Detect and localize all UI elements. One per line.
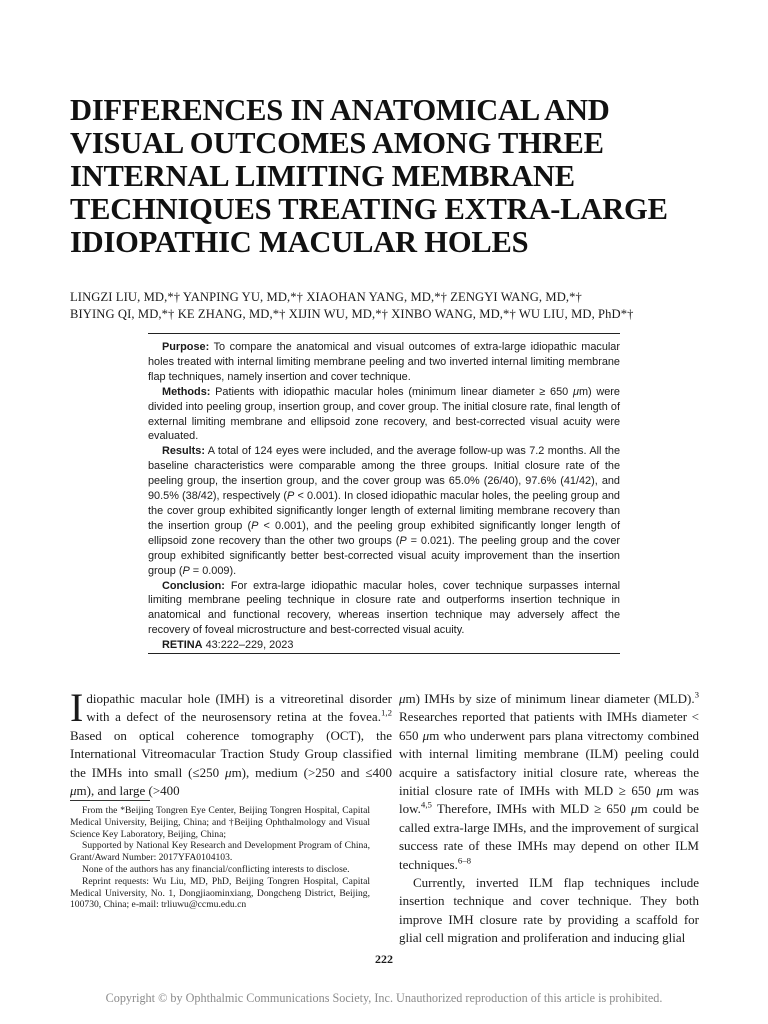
article-title <box>70 94 710 259</box>
mu-symbol: μ <box>656 783 664 799</box>
citation-ref: 4,5 <box>420 800 432 811</box>
p-value-symbol: P <box>287 490 295 503</box>
footnote-affiliation: From the *Beijing Tongren Eye Center, Beijing Tongren Hospital, Capital Medical University, Beijing, China; and †Beijing Ophthalmology and Visual Science Key Laboratory, Beijing, China; <box>70 805 370 840</box>
title-line: IDIOPATHIC MACULAR HOLES <box>70 225 529 259</box>
body-text: Researches reported that patients with IMHs diameter < 650 <box>399 709 699 743</box>
body-text: Therefore, IMHs with MLD ≥ 650 <box>431 801 631 817</box>
page-number: 222 <box>375 952 393 966</box>
intro-paragraph <box>70 685 392 800</box>
copyright-notice: Copyright © by Ophthalmic Communications Society, Inc. Unauthorized reproduction of this article is prohibited. <box>105 991 663 1005</box>
body-text: Based on optical coherence tomography (OCT), the International Vitreomacular Traction Study Group classified the IMHs into small (≤250 <box>70 727 392 780</box>
citation-ref: 1,2 <box>380 708 392 719</box>
footnote-rule <box>70 800 150 801</box>
title-line: DIFFERENCES IN ANATOMICAL AND <box>70 93 610 127</box>
mu-symbol: μ <box>399 691 406 706</box>
methods-label: Methods: <box>162 385 211 398</box>
body-text: m could be called extra-large IMHs, and the improvement of surgical success rate of these IMHs may depend on other ILM techniques. <box>399 801 699 872</box>
conclusion-label: Conclusion: <box>162 579 225 592</box>
author-list <box>70 289 710 323</box>
body-text: m), medium (>250 and ≤400 <box>231 764 392 780</box>
abstract-purpose <box>148 340 620 385</box>
abstract <box>148 340 620 653</box>
body-text: m) IMHs by size of minimum linear diameter (MLD). <box>405 691 695 706</box>
body-left-column <box>70 685 392 800</box>
abstract-bottom-rule <box>148 653 620 654</box>
body-paragraph <box>399 690 699 874</box>
purpose-text: To compare the anatomical and visual outcomes of extra-large idiopathic macular holes treated with internal limiting membrane peeling and two inverted internal limiting membrane flap techniques, namely insertion and cover technique. <box>148 341 620 383</box>
results-text: = 0.021). The peeling group and the cover group exhibited significantly better best-corrected visual acuity improvement than the insertion group ( <box>148 534 620 577</box>
footnotes <box>70 800 370 911</box>
author-line: LINGZI LIU, MD,*† YANPING YU, MD,*† XIAOHAN YANG, MD,*† ZENGYI WANG, MD,*† <box>70 290 582 304</box>
mu-symbol: μ <box>225 764 232 780</box>
journal-name: RETINA <box>162 639 203 652</box>
conclusion-text: For extra-large idiopathic macular holes, cover technique surpasses internal limiting membrane peeling technique in closure rate and outperforms insertion technique in anatomical and functional recovery, whereas insertion technique may adversely affect the recovery of foveal microstructure and best-corrected visual acuity. <box>148 579 620 637</box>
body-text: m who underwent pars plana vitrectomy combined with internal limiting membrane (ILM) peeling could acquire a satisfactory initial closure rate, whereas the initial closure rate of IMHs with MLD ≥ 650 <box>399 727 699 799</box>
drop-cap: I <box>70 685 84 730</box>
abstract-results <box>148 444 620 578</box>
mu-symbol: μ <box>70 783 77 799</box>
abstract-conclusion <box>148 579 620 639</box>
citation-ref: 6–8 <box>457 855 472 866</box>
p-value-symbol: P <box>399 534 407 547</box>
p-value-symbol: P <box>251 519 259 532</box>
body-right-column <box>399 690 699 948</box>
results-text: A total of 124 eyes were included, and the average follow-up was 7.2 months. All the baseline characteristics were comparable among the three groups. Initial closure rate of the peeling group, the insertion group, and the cover group was 65.0% (26/40), 97.6% (41/42), and 90.5% (38/42), respectively ( <box>148 445 620 503</box>
abstract-top-rule <box>148 333 620 334</box>
footnote-reprints: Reprint requests: Wu Liu, MD, PhD, Beijing Tongren Hospital, Capital Medical University, No. 1, Dongjiaominxiang, Dongcheng District, Beijing, 100730, China; e-mail: trliuwu@ccmu.edu.cn <box>70 875 370 911</box>
title-line: INTERNAL LIMITING MEMBRANE <box>70 159 575 193</box>
title-line: VISUAL OUTCOMES AMONG THREE <box>70 126 604 160</box>
footnote-funding: Supported by National Key Research and Development Program of China, Grant/Award Number: 2017YFA0104103. <box>70 840 370 864</box>
methods-text: m) were divided into peeling group, insertion group, and cover group. The initial closure rate, final length of external limiting membrane and ellipsoid zone recovery, and best-corrected visual acuity were evaluated. <box>148 385 620 443</box>
body-text: diopathic macular hole (IMH) is a vitreoretinal disorder with a defect of the neurosensory retina at the fovea. <box>86 691 392 725</box>
p-value-symbol: P <box>182 564 190 577</box>
results-text: < 0.001). In closed idiopathic macular holes, the peeling group and the cover group exhibited significantly longer length of external limiting membrane recovery than the insertion group ( <box>148 490 620 532</box>
results-label: Results: <box>162 445 205 458</box>
body-text: m), and large (>400 <box>76 783 180 799</box>
footnote-conflicts: None of the authors has any financial/conflicting interests to disclose. <box>82 863 350 875</box>
mu-symbol: μ <box>422 727 430 743</box>
journal-citation <box>148 638 620 653</box>
author-line: BIYING QI, MD,*† KE ZHANG, MD,*† XIJIN WU, MD,*† XINBO WANG, MD,*† WU LIU, MD, PhD*† <box>70 307 634 321</box>
mu-symbol: μ <box>630 801 638 817</box>
title-line: TECHNIQUES TREATING EXTRA-LARGE <box>70 192 668 226</box>
body-paragraph: Currently, inverted ILM flap techniques include insertion technique and cover technique. They both improve IMH closure rate by providing a scaffold for glial cell migration and proliferation and inducing glial <box>399 875 699 946</box>
methods-text: Patients with idiopathic macular holes (minimum linear diameter ≥ 650 <box>210 385 573 398</box>
mu-symbol: μ <box>572 385 579 398</box>
citation-ref: 3 <box>694 689 699 700</box>
body-text: m was low. <box>399 783 699 817</box>
abstract-methods <box>148 385 620 445</box>
results-text: = 0.009). <box>189 564 237 577</box>
purpose-label: Purpose: <box>162 341 210 353</box>
citation-details: 43:222–229, 2023 <box>202 639 294 652</box>
results-text: < 0.001), and the peeling group exhibited significantly longer length of ellipsoid zone recovery than the other two groups ( <box>148 519 620 547</box>
